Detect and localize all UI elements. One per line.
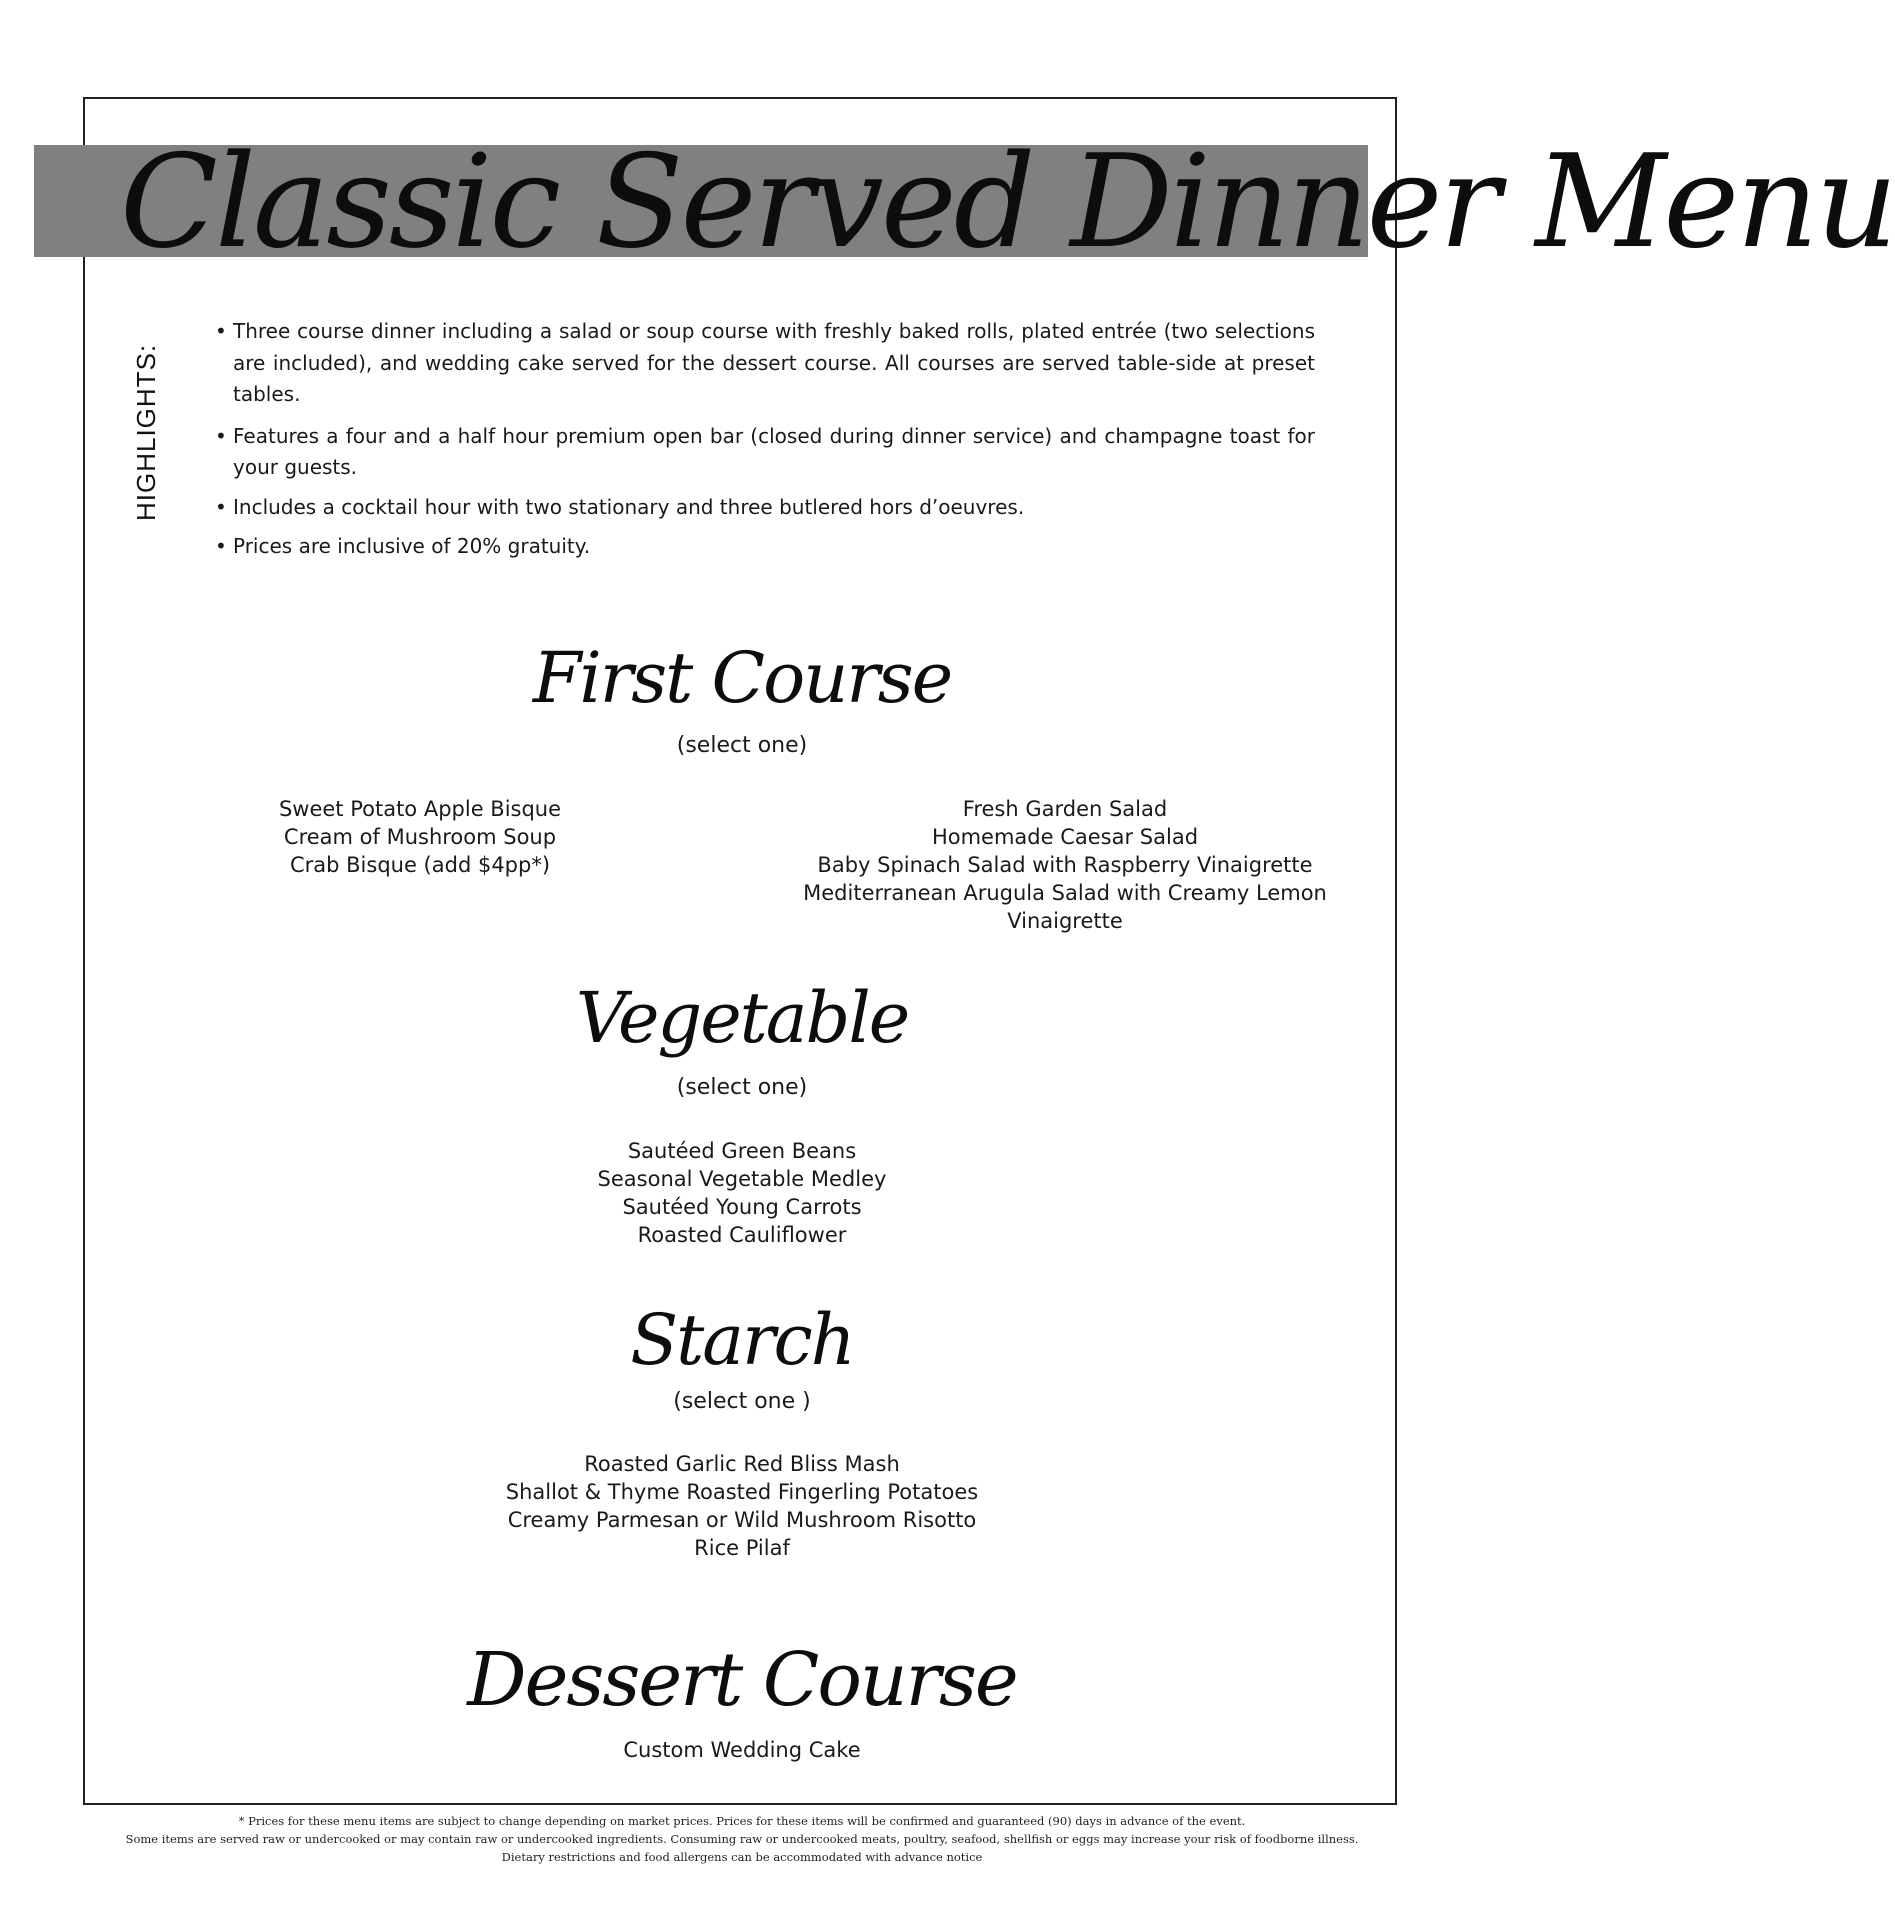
footnote-line: Dietary restrictions and food allergens can be accommodated with advance notice <box>501 1850 983 1864</box>
menu-item: Creamy Parmesan or Wild Mushroom Risotto <box>507 1508 977 1532</box>
starch-note: (select one ) <box>673 1389 811 1414</box>
menu-item: Roasted Garlic Red Bliss Mash <box>584 1452 900 1476</box>
vegetable-note: (select one) <box>676 1075 808 1100</box>
first-course-heading: First Course <box>532 637 952 719</box>
menu-item: Homemade Caesar Salad <box>931 825 1199 849</box>
footnote-line: Some items are served raw or undercooked or may contain raw or undercooked ingredients. Consuming raw or undercooked meats, poultry, seafood, shellfish or eggs may increase your risk of foodborne illness. <box>125 1832 1359 1846</box>
menu-item: Seasonal Vegetable Medley <box>597 1167 887 1191</box>
dessert-heading: Dessert Course <box>467 1637 1017 1723</box>
highlight-item: • Prices are inclusive of 20% gratuity. <box>215 531 1315 563</box>
menu-item: Shallot & Thyme Roasted Fingerling Potatoes <box>505 1480 979 1504</box>
highlight-item: • Includes a cocktail hour with two stationary and three butlered hors d’oeuvres. <box>215 492 1315 524</box>
vegetable-heading: Vegetable <box>575 977 909 1059</box>
highlights-label: HIGHLIGHTS: <box>131 343 161 521</box>
menu-item: Roasted Cauliflower <box>637 1223 847 1247</box>
first-course-note: (select one) <box>676 733 808 758</box>
starch-heading: Starch <box>630 1299 854 1381</box>
first-course-soups <box>200 795 640 879</box>
menu-item: Mediterranean Arugula Salad with Creamy Lemon <box>803 881 1327 905</box>
menu-item: Rice Pilaf <box>694 1536 790 1560</box>
menu-item: Baby Spinach Salad with Raspberry Vinaigrette <box>817 853 1313 877</box>
menu-item: Vinaigrette <box>1007 909 1123 933</box>
menu-title: Classic Served Dinner Menu <box>120 128 1895 277</box>
first-course-salads <box>750 795 1380 935</box>
starch-items <box>392 1450 1092 1562</box>
menu-item: Custom Wedding Cake <box>623 1738 861 1762</box>
menu-item: Sweet Potato Apple Bisque <box>278 797 562 821</box>
highlight-item: • Features a four and a half hour premium open bar (closed during dinner service) and champagne toast for your guests. <box>215 421 1315 484</box>
dessert-items <box>442 1736 1042 1764</box>
highlights-list <box>215 316 1315 573</box>
highlight-item: • Three course dinner including a salad or soup course with freshly baked rolls, plated entrée (two selections are included), and wedding cake served for the dessert course. All courses are served table-side at preset tables. <box>215 316 1315 411</box>
menu-item: Sautéed Green Beans <box>627 1139 857 1163</box>
menu-item: Cream of Mushroom Soup <box>283 825 557 849</box>
footnote-line: * Prices for these menu items are subject to change depending on market prices. Prices for these items will be confirmed and guaranteed (90) days in advance of the event. <box>238 1814 1246 1828</box>
vegetable-items <box>442 1137 1042 1249</box>
menu-item: Sautéed Young Carrots <box>622 1195 862 1219</box>
menu-item: Crab Bisque (add $4pp*) <box>289 853 551 877</box>
menu-item: Fresh Garden Salad <box>962 797 1168 821</box>
footnote <box>0 1812 1484 1866</box>
